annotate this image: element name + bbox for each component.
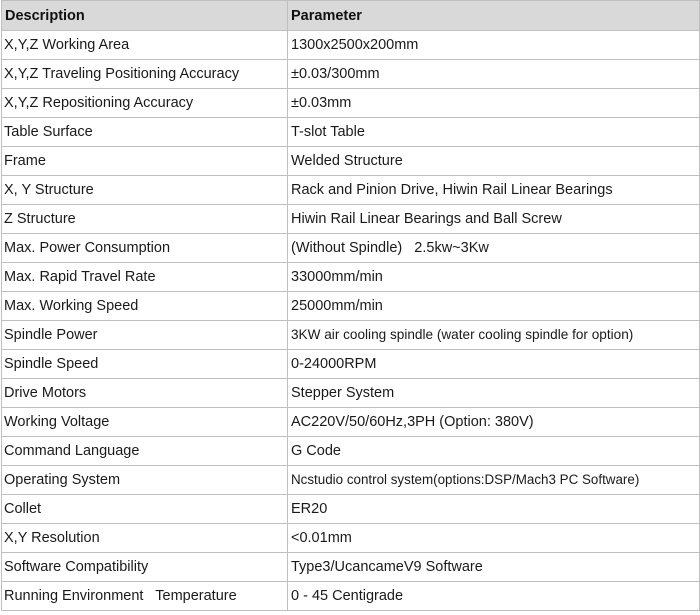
row-description: Table Surface: [2, 118, 288, 147]
row-parameter: AC220V/50/60Hz,3PH (Option: 380V): [288, 408, 700, 437]
specification-table: [1, 0, 700, 611]
row-parameter: Hiwin Rail Linear Bearings and Ball Screw: [288, 205, 700, 234]
table-header-row: [2, 1, 700, 31]
row-description: Working Voltage: [2, 408, 288, 437]
row-description: Max. Power Consumption: [2, 234, 288, 263]
row-description: X, Y Structure: [2, 176, 288, 205]
table-row: [2, 379, 700, 408]
row-parameter: Stepper System: [288, 379, 700, 408]
table-row: [2, 176, 700, 205]
row-description: Drive Motors: [2, 379, 288, 408]
table-row: [2, 205, 700, 234]
row-parameter: 1300x2500x200mm: [288, 31, 700, 60]
row-description: Collet: [2, 495, 288, 524]
row-parameter: G Code: [288, 437, 700, 466]
row-parameter: ±0.03/300mm: [288, 60, 700, 89]
header-parameter: Parameter: [288, 1, 700, 31]
table-row: [2, 118, 700, 147]
row-description: Operating System: [2, 466, 288, 495]
row-parameter: 25000mm/min: [288, 292, 700, 321]
row-parameter: 0 - 45 Centigrade: [288, 582, 700, 611]
table-row: [2, 263, 700, 292]
table-row: [2, 321, 700, 350]
table-row: [2, 582, 700, 611]
row-description: Spindle Power: [2, 321, 288, 350]
table-row: [2, 31, 700, 60]
row-parameter: T-slot Table: [288, 118, 700, 147]
row-description: Software Compatibility: [2, 553, 288, 582]
row-parameter: (Without Spindle) 2.5kw~3Kw: [288, 234, 700, 263]
table-row: [2, 495, 700, 524]
header-description: Description: [2, 1, 288, 31]
row-parameter: 0-24000RPM: [288, 350, 700, 379]
row-description: X,Y Resolution: [2, 524, 288, 553]
row-parameter: 33000mm/min: [288, 263, 700, 292]
row-description: X,Y,Z Traveling Positioning Accuracy: [2, 60, 288, 89]
row-description: Max. Working Speed: [2, 292, 288, 321]
row-parameter: ER20: [288, 495, 700, 524]
table-row: [2, 524, 700, 553]
table-body: [2, 31, 700, 611]
table-row: [2, 292, 700, 321]
table-row: [2, 437, 700, 466]
row-description: Z Structure: [2, 205, 288, 234]
row-description: Spindle Speed: [2, 350, 288, 379]
row-description: Command Language: [2, 437, 288, 466]
row-parameter: ±0.03mm: [288, 89, 700, 118]
row-description: X,Y,Z Repositioning Accuracy: [2, 89, 288, 118]
table-row: [2, 408, 700, 437]
table-row: [2, 60, 700, 89]
table-row: [2, 89, 700, 118]
row-description: Max. Rapid Travel Rate: [2, 263, 288, 292]
row-description: X,Y,Z Working Area: [2, 31, 288, 60]
table-row: [2, 234, 700, 263]
row-parameter: <0.01mm: [288, 524, 700, 553]
table-row: [2, 553, 700, 582]
row-description: Frame: [2, 147, 288, 176]
row-parameter: Type3/UcancameV9 Software: [288, 553, 700, 582]
row-description: Running Environment Temperature: [2, 582, 288, 611]
table-row: [2, 350, 700, 379]
table-row: [2, 466, 700, 495]
row-parameter: Ncstudio control system(options:DSP/Mach3 PC Software): [288, 466, 700, 495]
row-parameter: 3KW air cooling spindle (water cooling spindle for option): [288, 321, 700, 350]
table-row: [2, 147, 700, 176]
row-parameter: Rack and Pinion Drive, Hiwin Rail Linear Bearings: [288, 176, 700, 205]
row-parameter: Welded Structure: [288, 147, 700, 176]
